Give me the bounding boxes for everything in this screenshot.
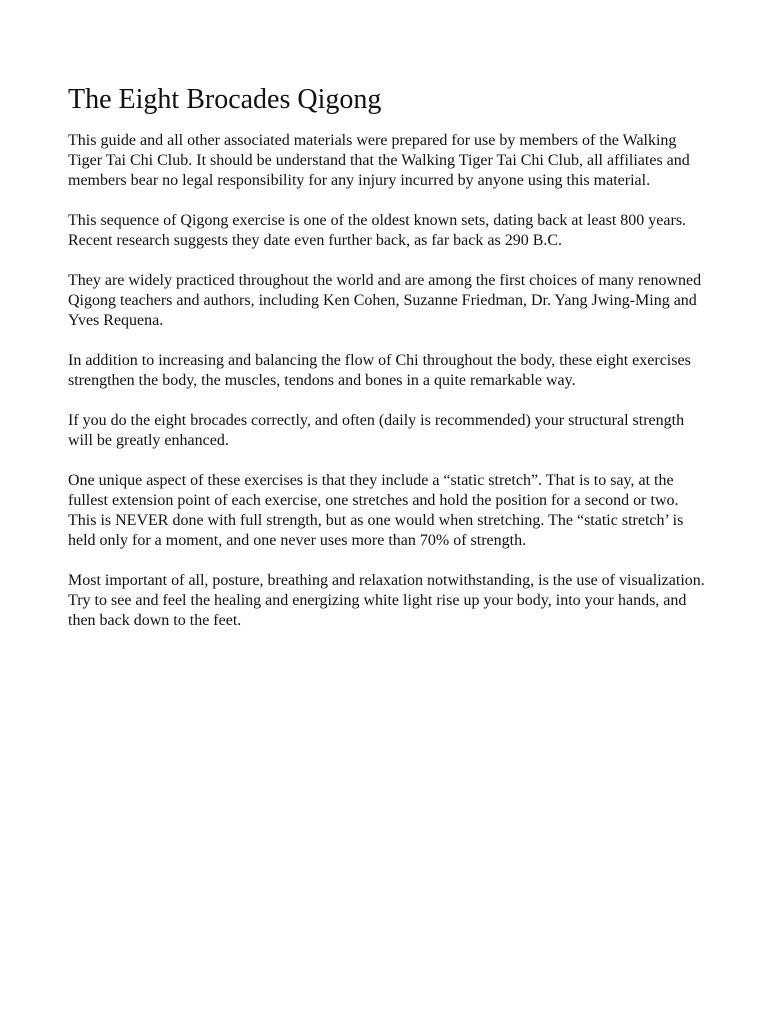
paragraph-benefits: In addition to increasing and balancing the flow of Chi throughout the body, these eight exercises strengthen the body, the muscles, tendons and bones in a quite remarkable way. bbox=[68, 352, 691, 389]
document-title: The Eight Brocades Qigong bbox=[68, 84, 382, 115]
paragraph-practice: If you do the eight brocades correctly, and often (daily is recommended) your structural strength will be greatly enhanced. bbox=[68, 412, 685, 449]
paragraph-visualization: Most important of all, posture, breathing and relaxation notwithstanding, is the use of visualization. Try to see and feel the healing and energizing white light rise up your body, into your hands, and then back down to the feet. bbox=[68, 572, 705, 629]
paragraph-disclaimer: This guide and all other associated materials were prepared for use by members of the Walking Tiger Tai Chi Club. It should be understand that the Walking Tiger Tai Chi Club, all affiliates and members bear no legal responsibility for any injury incurred by anyone using this material. bbox=[68, 132, 690, 189]
paragraph-popularity: They are widely practiced throughout the world and are among the first choices of many renowned Qigong teachers and authors, including Ken Cohen, Suzanne Friedman, Dr. Yang Jwing-Ming and Yves Requena. bbox=[68, 272, 702, 329]
paragraph-history: This sequence of Qigong exercise is one of the oldest known sets, dating back at least 800 years. Recent research suggests they date even further back, as far back as 290 B.C. bbox=[68, 212, 687, 249]
document-body bbox=[68, 84, 708, 651]
paragraph-static-stretch: One unique aspect of these exercises is that they include a “static stretch”. That is to say, at the fullest extension point of each exercise, one stretches and hold the position for a second or two. This is NEVER done with full strength, but as one would when stretching. The “static stretch’ is held only for a moment, and one never uses more than 70% of strength. bbox=[68, 472, 684, 549]
